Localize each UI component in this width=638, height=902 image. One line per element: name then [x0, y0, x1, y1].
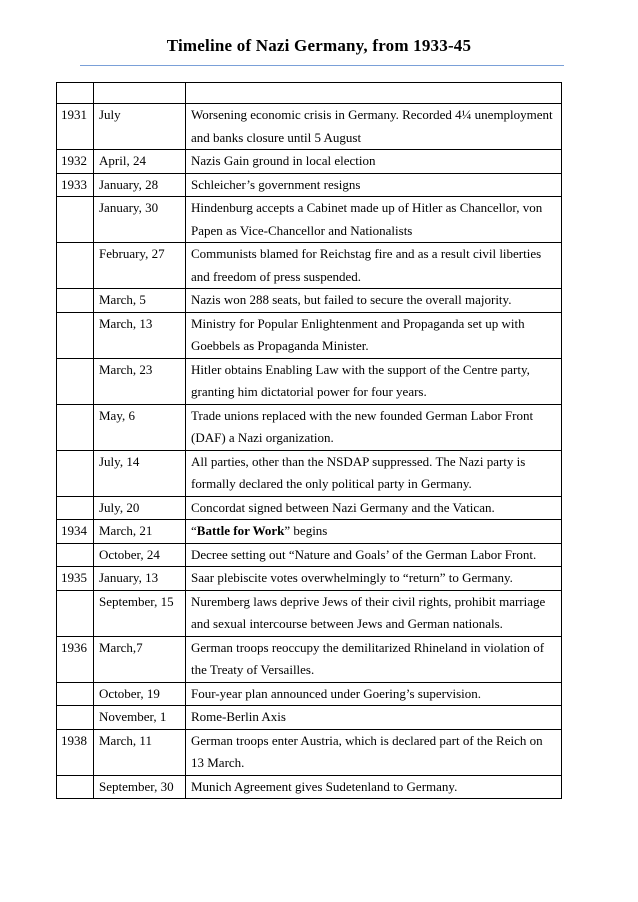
table-header-row — [57, 83, 562, 104]
table-row — [57, 496, 562, 520]
year-cell — [57, 590, 94, 636]
date-cell: March, 21 — [94, 520, 186, 544]
event-cell: Communists blamed for Reichstag fire and as a result civil liberties and freedom of press suspended. — [186, 243, 562, 289]
date-cell: January, 28 — [94, 173, 186, 197]
table-row — [57, 243, 562, 289]
year-cell: 1932 — [57, 150, 94, 174]
title-underline — [80, 65, 564, 66]
table-row — [57, 173, 562, 197]
table-row — [57, 567, 562, 591]
table-row — [57, 590, 562, 636]
year-cell — [57, 706, 94, 730]
date-cell: April, 24 — [94, 150, 186, 174]
table-row — [57, 404, 562, 450]
date-cell: January, 30 — [94, 197, 186, 243]
event-cell: Rome-Berlin Axis — [186, 706, 562, 730]
date-cell: October, 19 — [94, 682, 186, 706]
year-cell: 1938 — [57, 729, 94, 775]
event-text: ” begins — [284, 523, 328, 538]
year-cell — [57, 312, 94, 358]
table-row — [57, 543, 562, 567]
table-row — [57, 729, 562, 775]
table-row — [57, 289, 562, 313]
year-cell — [57, 358, 94, 404]
table-row — [57, 358, 562, 404]
header-cell-year — [57, 83, 94, 104]
event-cell: German troops reoccupy the demilitarized Rhineland in violation of the Treaty of Versailles. — [186, 636, 562, 682]
table-row — [57, 775, 562, 799]
event-cell: German troops enter Austria, which is declared part of the Reich on 13 March. — [186, 729, 562, 775]
event-cell: Schleicher’s government resigns — [186, 173, 562, 197]
year-cell — [57, 682, 94, 706]
event-cell: Munich Agreement gives Sudetenland to Germany. — [186, 775, 562, 799]
date-cell: July, 20 — [94, 496, 186, 520]
date-cell: February, 27 — [94, 243, 186, 289]
event-cell: Hitler obtains Enabling Law with the support of the Centre party, granting him dictatorial power for four years. — [186, 358, 562, 404]
year-cell: 1933 — [57, 173, 94, 197]
date-cell: March, 5 — [94, 289, 186, 313]
event-cell: Nazis won 288 seats, but failed to secure the overall majority. — [186, 289, 562, 313]
table-row — [57, 682, 562, 706]
header-cell-event — [186, 83, 562, 104]
event-cell: Saar plebiscite votes overwhelmingly to “return” to Germany. — [186, 567, 562, 591]
event-cell: Trade unions replaced with the new founded German Labor Front (DAF) a Nazi organization. — [186, 404, 562, 450]
header-cell-date — [94, 83, 186, 104]
date-cell: September, 30 — [94, 775, 186, 799]
event-cell: Decree setting out “Nature and Goals’ of the German Labor Front. — [186, 543, 562, 567]
event-cell: Nazis Gain ground in local election — [186, 150, 562, 174]
date-cell: October, 24 — [94, 543, 186, 567]
document-title: Timeline of Nazi Germany, from 1933-45 — [166, 36, 472, 55]
event-emphasis: Battle for Work — [196, 523, 285, 538]
date-cell: September, 15 — [94, 590, 186, 636]
year-cell — [57, 543, 94, 567]
year-cell — [57, 289, 94, 313]
event-text: “ — [191, 523, 197, 538]
event-cell — [186, 520, 562, 544]
date-cell: March, 11 — [94, 729, 186, 775]
year-cell — [57, 197, 94, 243]
event-cell: Four-year plan announced under Goering’s supervision. — [186, 682, 562, 706]
table-row — [57, 104, 562, 150]
year-cell — [57, 775, 94, 799]
table-row — [57, 150, 562, 174]
table-row — [57, 706, 562, 730]
event-cell: Nuremberg laws deprive Jews of their civil rights, prohibit marriage and sexual intercourse between Jews and German nationals. — [186, 590, 562, 636]
table-row — [57, 450, 562, 496]
year-cell: 1936 — [57, 636, 94, 682]
year-cell: 1935 — [57, 567, 94, 591]
year-cell — [57, 404, 94, 450]
date-cell: January, 13 — [94, 567, 186, 591]
date-cell: May, 6 — [94, 404, 186, 450]
year-cell — [57, 496, 94, 520]
date-cell: November, 1 — [94, 706, 186, 730]
table-row — [57, 636, 562, 682]
date-cell: July, 14 — [94, 450, 186, 496]
date-cell: March, 13 — [94, 312, 186, 358]
table-row — [57, 197, 562, 243]
timeline-table — [56, 82, 562, 799]
year-cell: 1931 — [57, 104, 94, 150]
event-cell: Concordat signed between Nazi Germany and the Vatican. — [186, 496, 562, 520]
year-cell — [57, 243, 94, 289]
table-row — [57, 312, 562, 358]
date-cell: March,7 — [94, 636, 186, 682]
event-cell: Ministry for Popular Enlightenment and Propaganda set up with Goebbels as Propaganda Minister. — [186, 312, 562, 358]
year-cell: 1934 — [57, 520, 94, 544]
table-row — [57, 520, 562, 544]
event-cell: Worsening economic crisis in Germany. Recorded 4¼ unemployment and banks closure until 5 August — [186, 104, 562, 150]
event-cell: All parties, other than the NSDAP suppressed. The Nazi party is formally declared the only political party in Germany. — [186, 450, 562, 496]
year-cell — [57, 450, 94, 496]
date-cell: March, 23 — [94, 358, 186, 404]
event-cell: Hindenburg accepts a Cabinet made up of Hitler as Chancellor, von Papen as Vice-Chancellor and Nationalists — [186, 197, 562, 243]
date-cell: July — [94, 104, 186, 150]
